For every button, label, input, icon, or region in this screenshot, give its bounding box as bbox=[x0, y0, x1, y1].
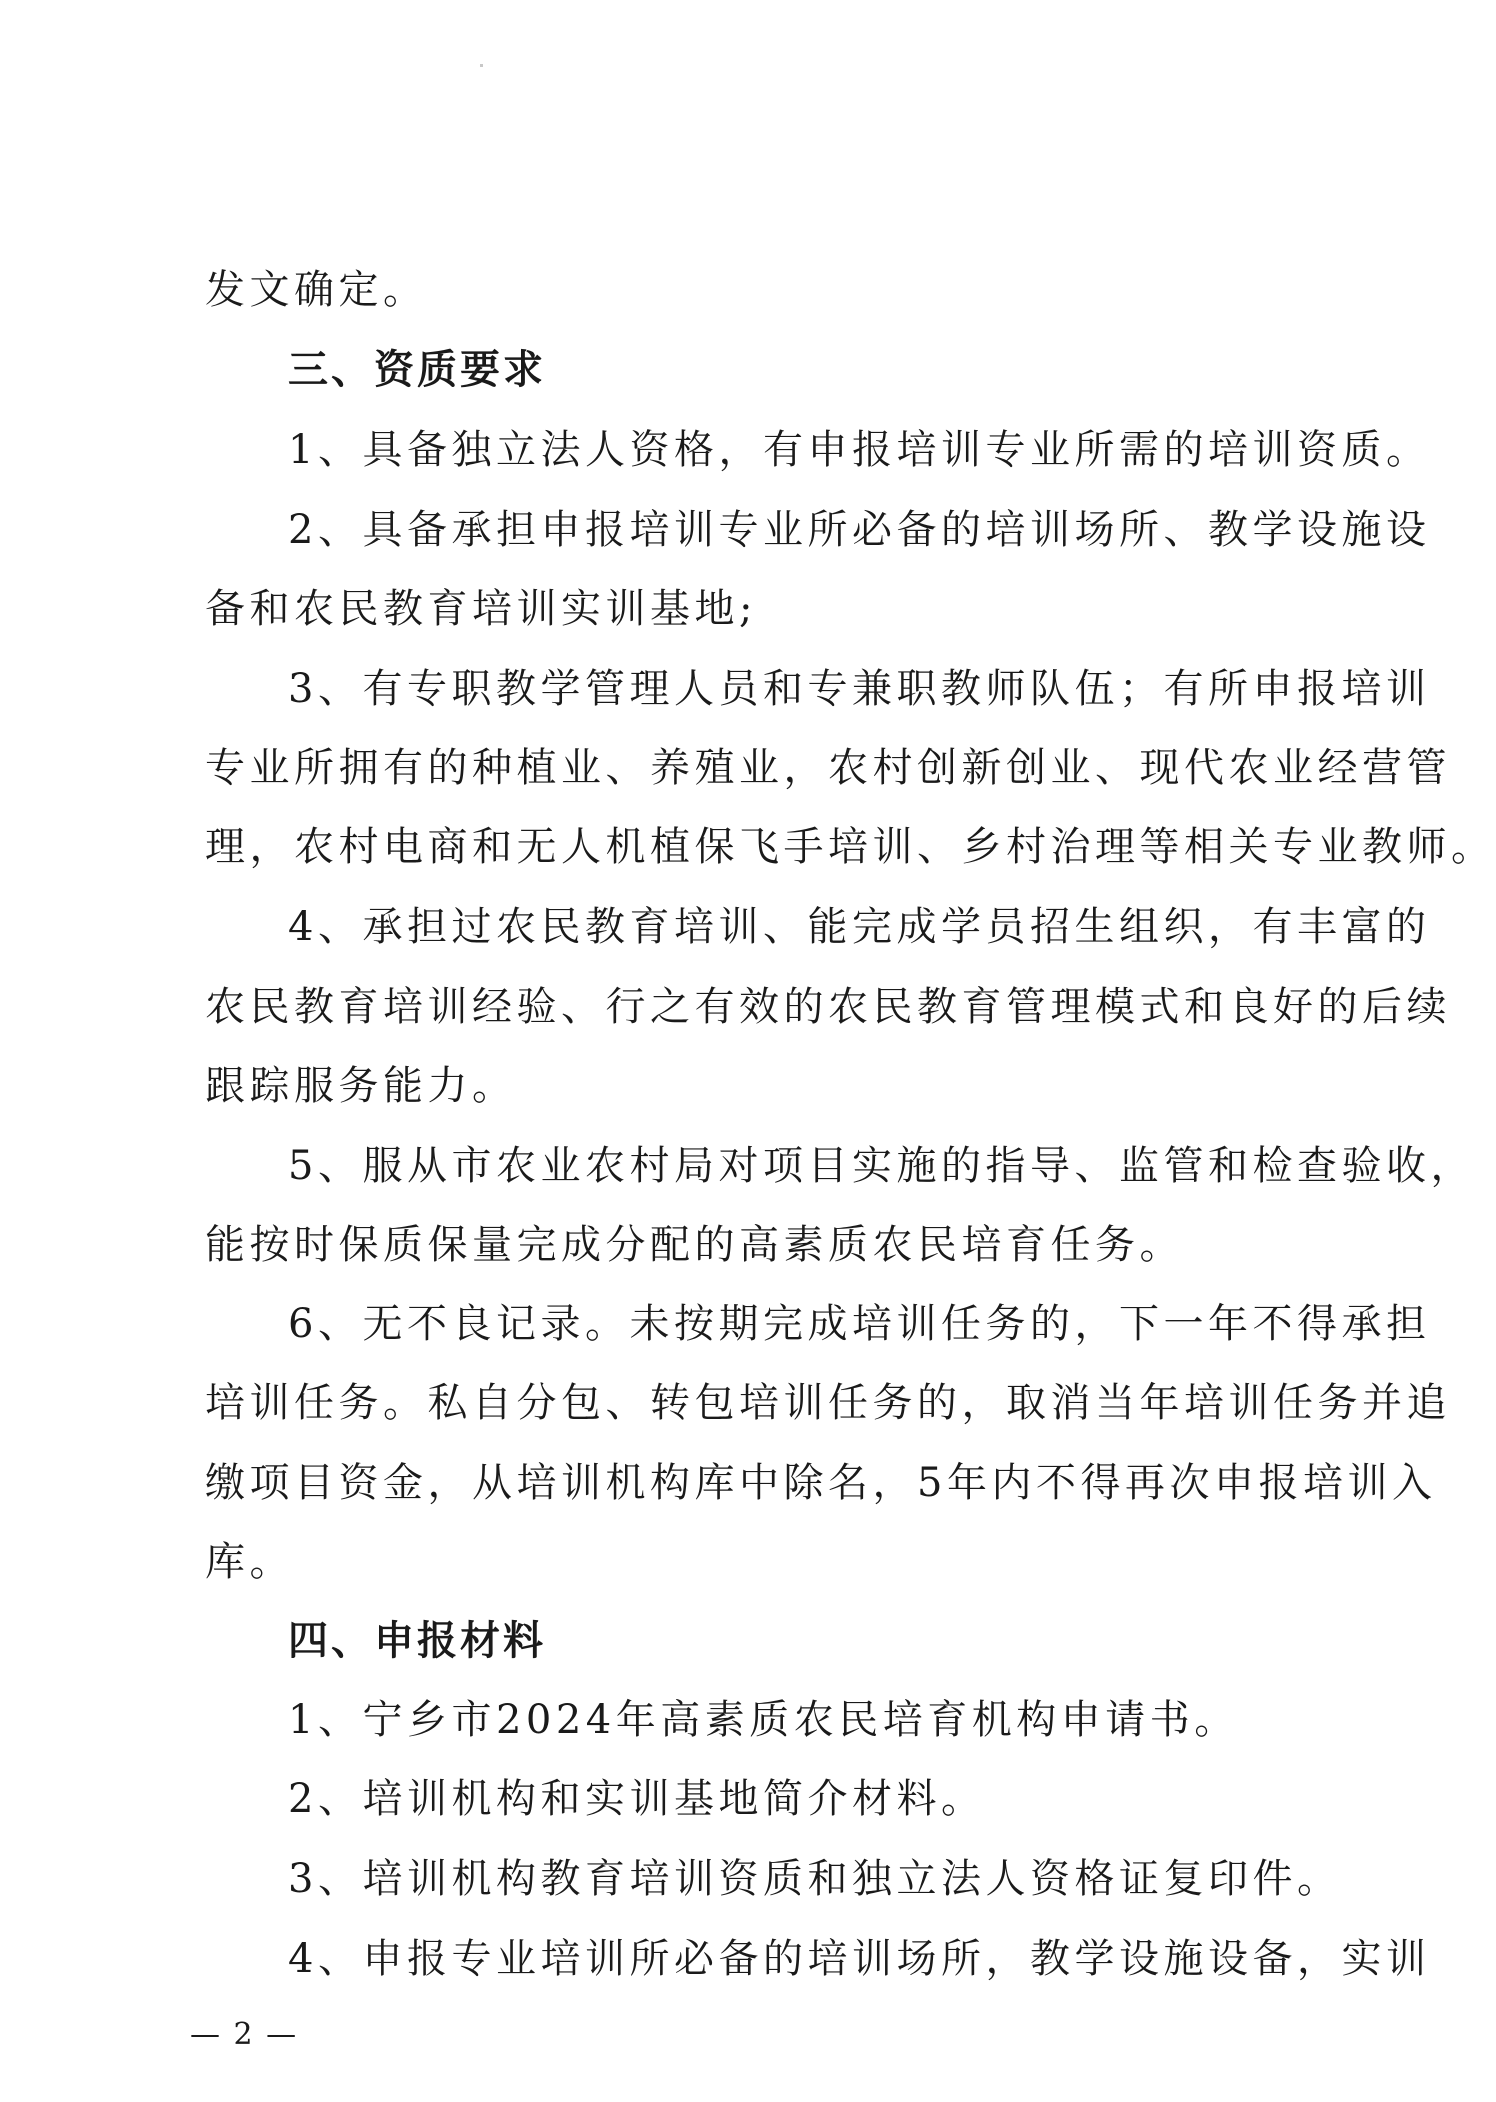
qualification-item-2: 2、具备承担申报培训专业所必备的培训场所、教学设施设 bbox=[288, 507, 1431, 553]
material-item-2: 2、培训机构和实训基地简介材料。 bbox=[288, 1776, 986, 1822]
qualification-item-6-cont-3: 库。 bbox=[205, 1539, 294, 1585]
qualification-item-3-cont-1: 专业所拥有的种植业、养殖业，农村创新创业、现代农业经营管 bbox=[205, 745, 1451, 791]
qualification-item-4-cont-1: 农民教育培训经验、行之有效的农民教育管理模式和良好的后续 bbox=[205, 984, 1451, 1030]
text-line-continuation: 发文确定。 bbox=[205, 267, 428, 313]
material-item-3: 3、培训机构教育培训资质和独立法人资格证复印件。 bbox=[288, 1856, 1342, 1902]
qualification-item-4: 4、承担过农民教育培训、能完成学员招生组织，有丰富的 bbox=[288, 904, 1431, 950]
qualification-item-5: 5、服从市农业农村局对项目实施的指导、监管和检查验收， bbox=[288, 1143, 1475, 1189]
material-item-1: 1、宁乡市2024年高素质农民培育机构申请书。 bbox=[288, 1697, 1239, 1743]
section-heading-qualifications: 三、资质要求 bbox=[288, 347, 546, 393]
scan-mark bbox=[480, 64, 483, 67]
material-item-4: 4、申报专业培训所必备的培训场所，教学设施设备，实训 bbox=[288, 1936, 1431, 1982]
section-heading-materials: 四、申报材料 bbox=[288, 1618, 546, 1664]
qualification-item-5-cont: 能按时保质保量完成分配的高素质农民培育任务。 bbox=[205, 1222, 1184, 1268]
qualification-item-6-cont-2: 缴项目资金，从培训机构库中除名，5年内不得再次申报培训入 bbox=[205, 1460, 1437, 1506]
qualification-item-3: 3、有专职教学管理人员和专兼职教师队伍；有所申报培训 bbox=[288, 666, 1431, 712]
qualification-item-2-cont: 备和农民教育培训实训基地; bbox=[205, 586, 757, 632]
qualification-item-6: 6、无不良记录。未按期完成培训任务的，下一年不得承担 bbox=[288, 1301, 1431, 1347]
qualification-item-4-cont-2: 跟踪服务能力。 bbox=[205, 1063, 517, 1109]
qualification-item-3-cont-2: 理，农村电商和无人机植保飞手培训、乡村治理等相关专业教师。 bbox=[205, 824, 1496, 870]
page-number: — 2 — bbox=[190, 2017, 299, 2052]
qualification-item-6-cont-1: 培训任务。私自分包、转包培训任务的，取消当年培训任务并追 bbox=[205, 1380, 1451, 1426]
qualification-item-1: 1、具备独立法人资格，有申报培训专业所需的培训资质。 bbox=[288, 427, 1431, 473]
